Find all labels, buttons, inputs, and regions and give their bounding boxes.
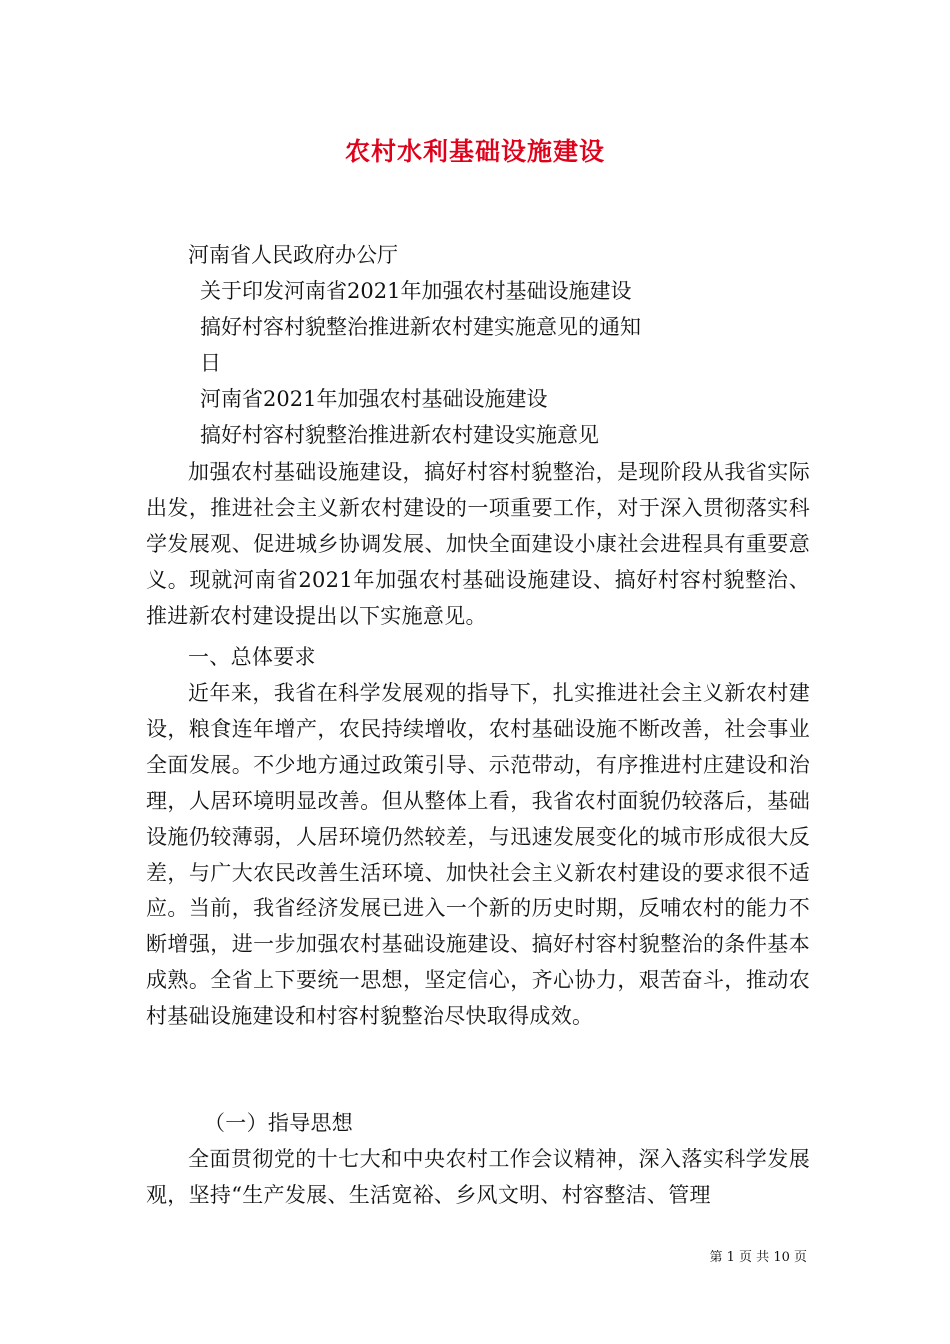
page-title: 农村水利基础设施建设: [344, 137, 605, 166]
sender-line: 河南省人民政府办公厅: [188, 243, 398, 267]
opinion-title-line-2: 搞好村容村貌整治推进新农村建设实施意见: [200, 423, 599, 447]
subsection-heading-guiding-ideology: （一）指导思想: [204, 1111, 354, 1135]
notice-title-line-2: 搞好村容村貌整治推进新农村建实施意见的通知: [200, 315, 641, 339]
notice-title-line-1: 关于印发河南省2021年加强农村基础设施建设: [200, 279, 632, 303]
background-paragraph: 近年来，我省在科学发展观的指导下，扎实推进社会主义新农村建设，粮食连年增产，农民持续增收，农村基础设施不断改善，社会事业全面发展。不少地方通过政策引导、示范带动，有序推进村庄建设和治理，人居环境明显改善。但从整体上看，我省农村面貌仍较落后，基础设施仍较薄弱，人居环境仍然较差，与迅速发展变化的城市形成很大反差，与广大农民改善生活环境、加快社会主义新农村建设的要求很不适应。当前，我省经济发展已进入一个新的历史时期，反哺农村的能力不断增强，进一步加强农村基础设施建设、搞好村容村貌整治的条件基本成熟。全省上下要统一思想，坚定信心，齐心协力，艰苦奋斗，推动农村基础设施建设和村容村貌整治尽快取得成效。: [146, 681, 810, 1029]
opinion-title-line-1: 河南省2021年加强农村基础设施建设: [200, 387, 548, 411]
page-footer: 第 1 页 共 10 页: [709, 1250, 807, 1265]
section-heading-general-requirements: 一、总体要求: [188, 645, 316, 669]
intro-paragraph: 加强农村基础设施建设，搞好村容村貌整治，是现阶段从我省实际出发，推进社会主义新农村建设的一项重要工作，对于深入贯彻落实科学发展观、促进城乡协调发展、加快全面建设小康社会进程具有重要意义。现就河南省2021年加强农村基础设施建设、搞好村容村貌整治、推进新农村建设提出以下实施意见。: [146, 460, 810, 628]
date-line: 日: [200, 351, 221, 375]
guiding-ideology-paragraph: 全面贯彻党的十七大和中央农村工作会议精神，深入落实科学发展观，坚持“生产发展、生活宽裕、乡风文明、村容整洁、管理: [146, 1147, 810, 1207]
